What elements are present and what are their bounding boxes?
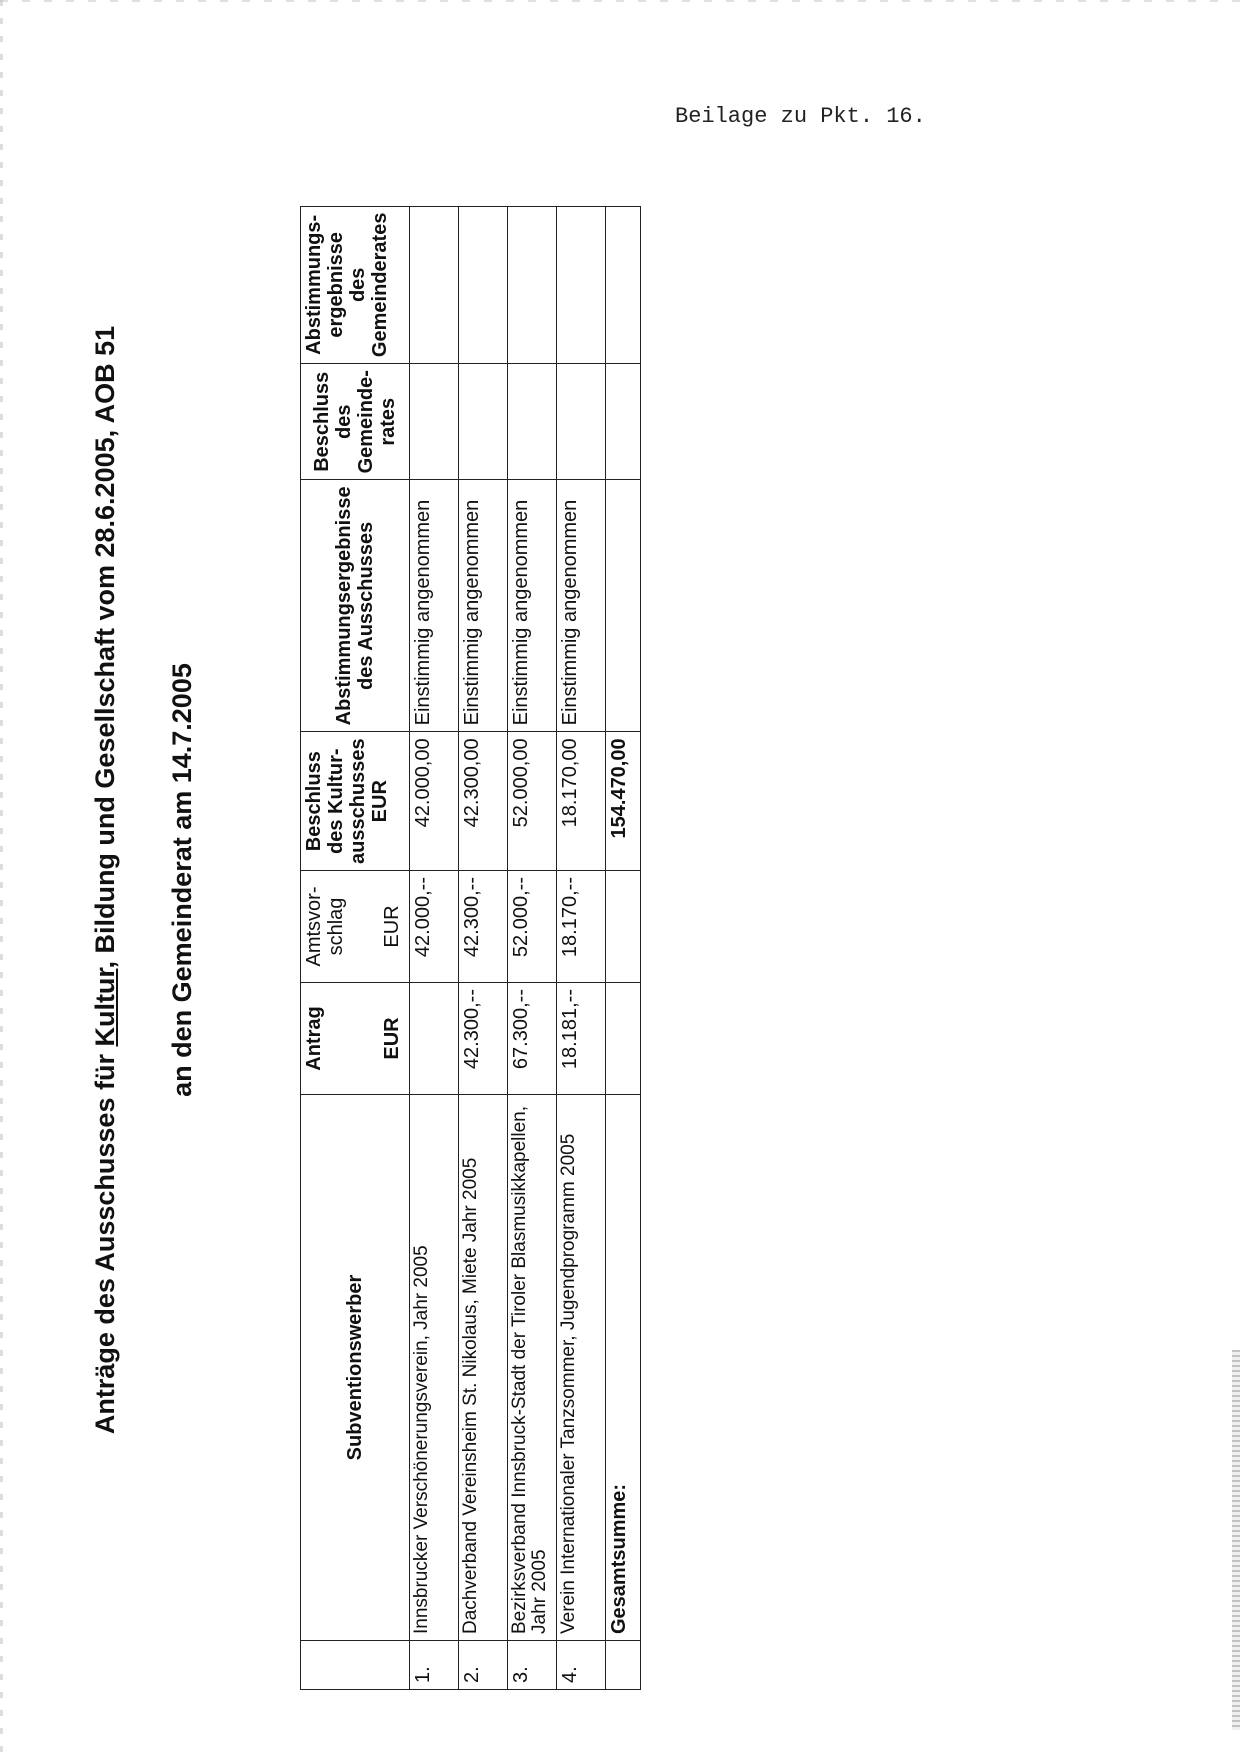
row-beschluss: 18.170,00 (557, 732, 606, 871)
header-amtsvorschlag-unit: EUR (381, 905, 403, 948)
row-antrag: 42.300,-- (459, 983, 508, 1095)
row-antrag: 18.181,-- (557, 983, 606, 1095)
total-antrag-cell (606, 983, 641, 1095)
row-number: 1. (410, 1641, 459, 1690)
header-beschluss-gemeinderat: Beschluss des Gemeinde-rates (301, 364, 410, 480)
total-beschluss-gr-cell (606, 364, 641, 480)
row-applicant: Verein Internationaler Tanzsommer, Jugendprogramm 2005 (557, 1095, 606, 1641)
row-applicant: Bezirksverband Innsbruck-Stadt der Tiroler Blasmusikkapellen, Jahr 2005 (508, 1095, 557, 1641)
rotated-document (90, 30, 1090, 1730)
row-abstimmung-gr (508, 206, 557, 364)
attachment-note: Beilage zu Pkt. 16. (675, 104, 926, 129)
header-amtsvorschlag-label: Amtsvor-schlag (303, 886, 347, 967)
row-beschluss: 42.300,00 (459, 732, 508, 871)
row-abstimmung: Einstimmig angenommen (557, 480, 606, 732)
header-antrag-unit: EUR (381, 1017, 403, 1060)
document-title (90, 30, 121, 1730)
row-abstimmung: Einstimmig angenommen (410, 480, 459, 732)
row-beschluss: 52.000,00 (508, 732, 557, 871)
scan-edge-left (0, 0, 3, 1753)
row-number: 3. (508, 1641, 557, 1690)
row-abstimmung: Einstimmig angenommen (459, 480, 508, 732)
header-antrag (301, 983, 410, 1095)
header-amtsvorschlag (301, 871, 410, 983)
header-beschluss-kultur: Beschluss des Kultur-ausschusses EUR (301, 732, 410, 871)
row-applicant: Innsbrucker Verschönerungsverein, Jahr 2005 (410, 1095, 459, 1641)
row-abstimmung-gr (410, 206, 459, 364)
table-row (410, 206, 459, 1689)
table-row (508, 206, 557, 1689)
scan-edge-right (1232, 1350, 1240, 1730)
total-amtsvorschlag-cell (606, 871, 641, 983)
row-number: 2. (459, 1641, 508, 1690)
subsidy-table (300, 206, 641, 1690)
header-antrag-label: Antrag (303, 1006, 325, 1071)
row-abstimmung-gr (557, 206, 606, 364)
row-beschluss-gr (508, 364, 557, 480)
row-amtsvorschlag: 42.000,-- (410, 871, 459, 983)
row-number: 4. (557, 1641, 606, 1690)
scan-edge-top (0, 0, 1240, 2)
total-label: Gesamtsumme: (606, 1095, 641, 1641)
total-abstimmung-gr-cell (606, 206, 641, 364)
row-beschluss-gr (557, 364, 606, 480)
title-suffix: , Bildung und Gesellschaft vom 28.6.2005, AOB 51 (90, 325, 120, 969)
document-subtitle: an den Gemeinderat am 14.7.2005 (167, 663, 197, 1097)
row-abstimmung-gr (459, 206, 508, 364)
row-applicant: Dachverband Vereinsheim St. Nikolaus, Miete Jahr 2005 (459, 1095, 508, 1641)
row-antrag: 67.300,-- (508, 983, 557, 1095)
row-amtsvorschlag: 52.000,-- (508, 871, 557, 983)
row-amtsvorschlag: 42.300,-- (459, 871, 508, 983)
total-number-cell (606, 1641, 641, 1690)
table-header-row (301, 206, 410, 1689)
title-underlined-word: Kultur (90, 968, 120, 1047)
row-beschluss: 42.000,00 (410, 732, 459, 871)
row-amtsvorschlag: 18.170,-- (557, 871, 606, 983)
total-value: 154.470,00 (606, 732, 641, 871)
table-total-row (606, 206, 641, 1689)
header-applicant: Subventionswerber (301, 1095, 410, 1641)
row-beschluss-gr (410, 364, 459, 480)
header-number (301, 1641, 410, 1690)
row-beschluss-gr (459, 364, 508, 480)
table-row (459, 206, 508, 1689)
header-abstimmung-ausschuss: Abstimmungsergebnisse des Ausschusses (301, 480, 410, 732)
title-prefix: Anträge des Ausschusses für (90, 1046, 120, 1435)
row-antrag (410, 983, 459, 1095)
total-abstimmung-cell (606, 480, 641, 732)
table-row (557, 206, 606, 1689)
header-abstimmung-gemeinderat: Abstimmungs-ergebnisse des Gemeinderates (301, 206, 410, 364)
row-abstimmung: Einstimmig angenommen (508, 480, 557, 732)
